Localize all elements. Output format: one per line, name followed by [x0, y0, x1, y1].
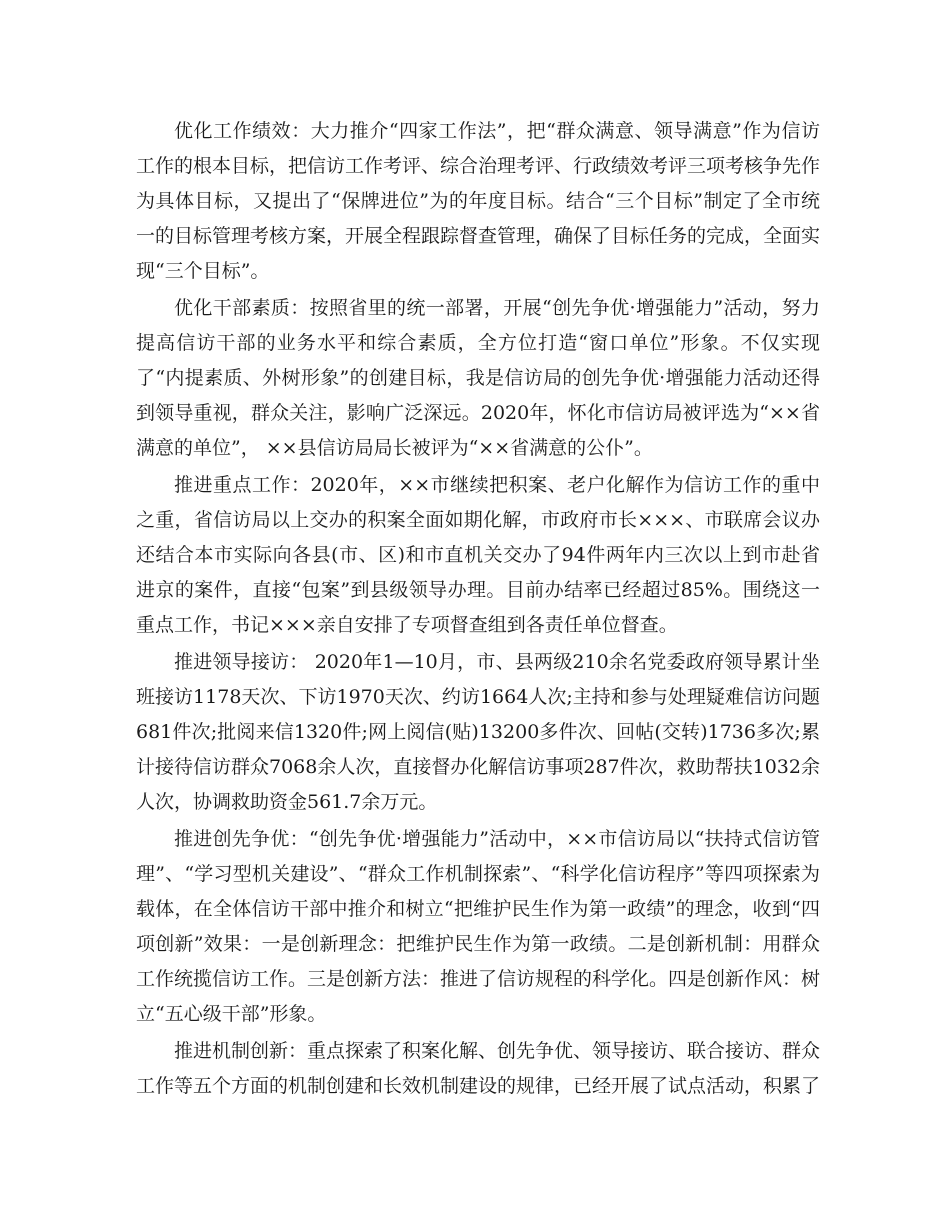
paragraph-work-performance: 优化工作绩效：大力推介“四家工作法”，把“群众满意、领导满意”作为信访工作的根本目标，把信访工作考评、综合治理考评、行政绩效考评三项考核争先作为具体目标，又提出了“保牌进位”为的年度目标。结合“三个目标”制定了全市统一的目标管理考核方案，开展全程跟踪督查管理，确保了目标任务的完成，全面实现“三个目标”。	[136, 120, 821, 282]
paragraph-cadre-quality: 优化干部素质：按照省里的统一部署，开展“创先争优·增强能力”活动，努力提高信访干部的业务水平和综合素质，全方位打造“窗口单位”形象。不仅实现了“内提素质、外树形象”的创建目标，我是信访局的创先争优·增强能力活动还得到领导重视，群众关注，影响广泛深远。2020年，怀化市信访局被评选为“××省满意的单位”， ××县信访局局长被评为“××省满意的公仆”。	[136, 297, 820, 459]
paragraph-key-work: 推进重点工作：2020年，××市继续把积案、老户化解作为信访工作的重中之重，省信访局以上交办的积案全面如期化解，市政府市长×××、市联席会议办还结合本市实际向各县(市、区)和市直机关交办了94件两年内三次以上到市赴省进京的案件，直接“包案”到县级领导办理。目前办结率已经超过85%。围绕这一重点工作，书记×××亲自安排了专项督查组到各责任单位督查。	[136, 474, 820, 636]
paragraph-mechanism-innovation: 推进机制创新：重点探索了积案化解、创先争优、领导接访、联合接访、群众工作等五个方面的机制创建和长效机制建设的规律，已经开展了试点活动，积累了	[136, 1040, 821, 1097]
paragraph-excellence-campaign: 推进创先争优：“创先争优·增强能力”活动中，××市信访局以“扶持式信访管理”、“学习型机关建设”、“群众工作机制探索”、“科学化信访程序”等四项探索为载体，在全体信访干部中推介和树立“把维护民生作为第一政绩”的理念，收到“四项创新”效果：一是创新理念：把维护民生作为第一政绩。二是创新机制：用群众工作统揽信访工作。三是创新方法：推进了信访规程的科学化。四是创新作风：树立“五心级干部”形象。	[136, 828, 821, 1025]
document-body	[136, 114, 820, 1106]
paragraph-leader-reception: 推进领导接访： 2020年1—10月，市、县两级210余名党委政府领导累计坐班接访1178天次、下访1970天次、约访1664人次;主持和参与处理疑难信访问题681件次;批阅来信1320件;网上阅信(贴)13200多件次、回帖(交转)1736多次;累计接待信访群众7068余人次，直接督办化解信访事项287件次，救助帮扶1032余人次，协调救助资金561.7余万元。	[136, 651, 820, 813]
